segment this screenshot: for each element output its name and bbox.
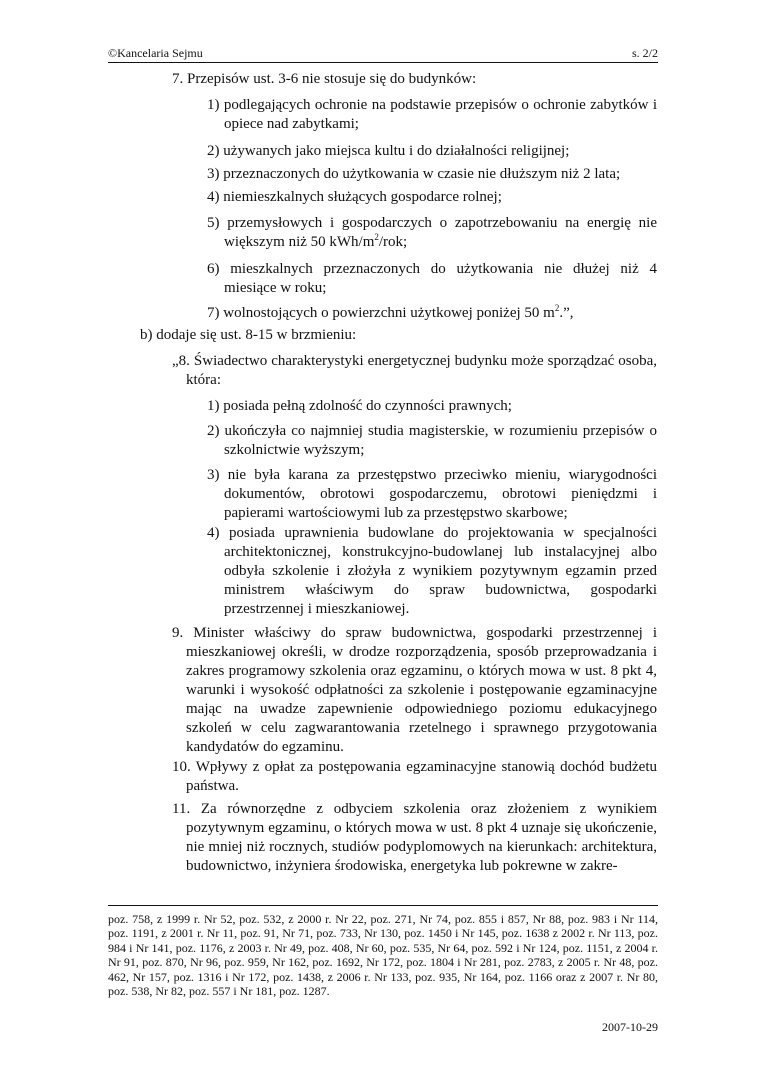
para7-item-3: 3) przeznaczonych do użytkowania w czasie nie dłuższym niż 2 lata; <box>207 166 621 182</box>
para7-item-6: 6) mieszkalnych przeznaczonych do użytkowania nie dłużej niż 4 miesiące w roku; <box>207 261 657 296</box>
para8-item-4: 4) posiada uprawnienia budowlane do projektowania w specjalności architektonicznej, konstrukcyjno-budowlanej lub instalacyjnej albo odbyła szkolenie i złożyła z wynikiem pozytywnym egzamin przed ministrem właściwym do spraw budownictwa, gospodarki przestrzennej i mieszkaniowej. <box>207 525 657 617</box>
footnote-divider <box>108 905 658 906</box>
para7-intro: 7. Przepisów ust. 3-6 nie stosuje się do budynków: <box>172 71 477 87</box>
para7-item-5: 5) przemysłowych i gospodarczych o zapotrzebowaniu na energię nie większym niż 50 kWh/$m^2$/rok; <box>207 215 657 250</box>
para11: 11. Za równorzędne z odbyciem szkolenia oraz złożeniem z wynikiem pozytywnym egzaminu, o których mowa w ust. 8 pkt 4 uznaje się ukończenie, nie mniej niż rocznych, studiów podyplomowych na kierunkach: architektura, budownictwo, inżyniera środowiska, energetyka lub pokrewne w zakre- <box>172 801 657 874</box>
para10: 10. Wpływy z opłat za postępowania egzaminacyjne stanowią dochód budżetu państwa. <box>172 759 657 794</box>
para9: 9. Minister właściwy do spraw budownictwa, gospodarki przestrzennej i mieszkaniowej określi, w drodze rozporządzenia, sposób przeprowadzania i zakres programowy szkolenia oraz egzaminu, o których mowa w ust. 8 pkt 4, warunki i wysokość odpłatności za szkolenie i postępowanie egzaminacyjne mając na uwadze zapewnienie odpowiedniego poziomu edukacyjnego szkoleń w celu zagwarantowania rzetelnego i sprawnego przygotowania kandydatów do egzaminu. <box>172 625 657 755</box>
para7-item-4: 4) niemieszkalnych służących gospodarce rolnej; <box>207 189 502 205</box>
header-publisher: ©Kancelaria Sejmu <box>108 46 203 60</box>
footnote: poz. 758, z 1999 r. Nr 52, poz. 532, z 2000 r. Nr 22, poz. 271, Nr 74, poz. 855 i 857, Nr 88, poz. 983 i Nr 114, poz. 1191, z 2001 r. Nr 11, poz. 91, Nr 71, poz. 733, Nr 130, poz. 1450 i Nr 145, poz. 1638 z 2002 r. Nr 113, poz. 984 i Nr 141, poz. 1176, z 2003 r. Nr 49, poz. 408, Nr 60, poz. 535, Nr 64, poz. 592 i Nr 124, poz. 1151, z 2004 r. Nr 91, poz. 870, Nr 96, poz. 959, Nr 162, poz. 1692, Nr 172, poz. 1804 i Nr 281, poz. 2783, z 2005 r. Nr 48, poz. 462, Nr 157, poz. 1316 i Nr 172, poz. 1438, z 2006 r. Nr 133, poz. 935, Nr 164, poz. 1166 oraz z 2007 r. Nr 80, poz. 538, Nr 82, poz. 557 i Nr 181, poz. 1287. <box>108 912 658 999</box>
point-b: b) dodaje się ust. 8-15 w brzmieniu: <box>140 327 357 343</box>
para8-intro: „8. Świadectwo charakterystyki energetycznej budynku może sporządzać osoba, która: <box>172 353 657 388</box>
page-header <box>108 46 658 63</box>
para8-item-3: 3) nie była karana za przestępstwo przeciwko mieniu, wiarygodności dokumentów, obrotowi gospodarczemu, obrotowi pieniędzmi i papierami wartościowymi lub za przestępstwo skarbowe; <box>207 467 657 521</box>
para7-item-2: 2) używanych jako miejsca kultu i do działalności religijnej; <box>207 143 570 159</box>
superscript: 2 <box>374 232 379 242</box>
para7-item-1: 1) podlegających ochronie na podstawie przepisów o ochronie zabytków i opiece nad zabytkami; <box>207 97 657 132</box>
para7-item-7: 7) wolnostojących o powierzchni użytkowej poniżej 50 $m^2$.”, <box>207 303 574 321</box>
superscript: 2 <box>554 303 560 313</box>
document-date: 2007-10-29 <box>602 1020 658 1034</box>
header-page-number: s. 2/2 <box>631 46 658 60</box>
para8-item-2: 2) ukończyła co najmniej studia magisterskie, w rozumieniu przepisów o szkolnictwie wyższym; <box>207 423 657 458</box>
para8-item-1: 1) posiada pełną zdolność do czynności prawnych; <box>207 398 512 414</box>
